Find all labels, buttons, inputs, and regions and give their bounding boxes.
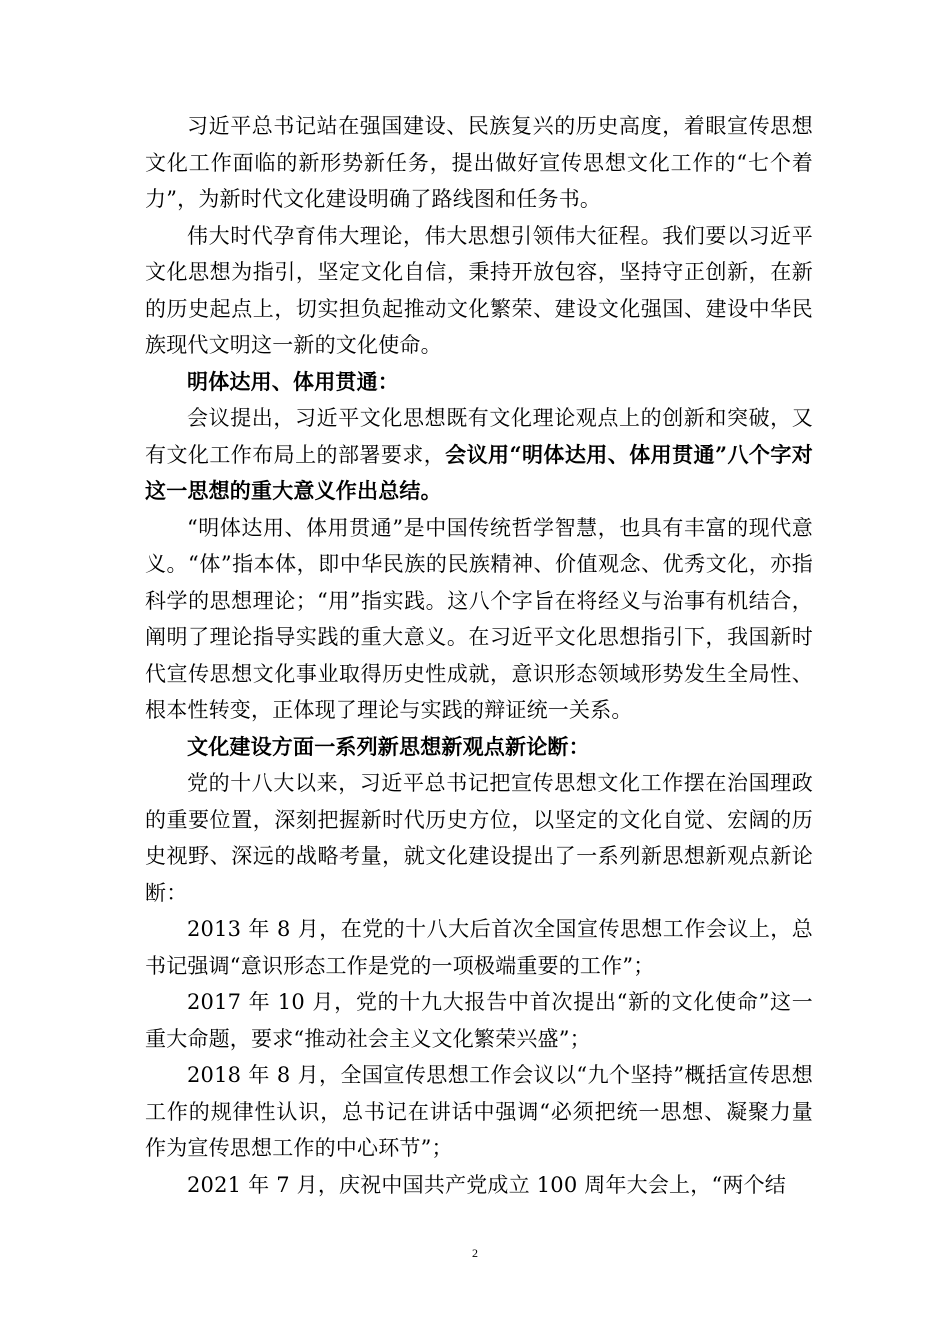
paragraph-3 [145,400,813,510]
paragraph-5: 党的十八大以来，习近平总书记把宣传思想文化工作摆在治国理政的重要位置，深刻把握新时代历史方位，以坚定的文化自觉、宏阔的历史视野、深远的战略考量，就文化建设提出了一系列新思想新观点新论断： [145,771,813,905]
paragraph-4: “明体达用、体用贯通”是中国传统哲学智慧，也具有丰富的现代意义。“体”指本体，即中华民族的民族精神、价值观念、优秀文化，亦指科学的思想理论；“用”指实践。这八个字旨在将经义与治事有机结合，阐明了理论指导实践的重大意义。在习近平文化思想指引下，我国新时代宣传思想文化事业取得历史性成就，意识形态领域形势发生全局性、根本性转变，正体现了理论与实践的辩证统一关系。 [145,515,813,722]
document-body [145,108,813,1203]
page-number: 2 [472,1246,478,1260]
paragraph-2: 伟大时代孕育伟大理论，伟大思想引领伟大征程。我们要以习近平文化思想为指引，坚定文化自信，秉持开放包容，坚持守正创新，在新的历史起点上，切实担负起推动文化繁荣、建设文化强国、建设中华民族现代文明这一新的文化使命。 [145,223,813,357]
paragraph-8: 2018 年 8 月，全国宣传思想工作会议以“九个坚持”概括宣传思想工作的规律性认识，总书记在讲话中强调“必须把统一思想、凝聚力量作为宣传思想工作的中心环节”； [145,1063,813,1160]
paragraph-3-normal-text: 会议提出，习近平文化思想既有文化理论观点上的创新和突破，又有文化工作布局上的部署要求， [145,406,813,467]
paragraph-1: 习近平总书记站在强国建设、民族复兴的历史高度，着眼宣传思想文化工作面临的新形势新任务，提出做好宣传思想文化工作的“七个着力”，为新时代文化建设明确了路线图和任务书。 [145,114,813,211]
section-heading-2: 文化建设方面一系列新思想新观点新论断： [187,733,590,759]
paragraph-7: 2017 年 10 月，党的十九大报告中首次提出“新的文化使命”这一重大命题，要求“推动社会主义文化繁荣兴盛”； [145,990,813,1051]
section-heading-1: 明体达用、体用贯通： [187,368,399,394]
paragraph-6: 2013 年 8 月，在党的十八大后首次全国宣传思想工作会议上，总书记强调“意识形态工作是党的一项极端重要的工作”； [145,917,813,978]
paragraph-3-bold-text: 会议用“明体达用、体用贯通”八个字对这一思想的重大意义作出总结。 [145,441,813,503]
paragraph-9: 2021 年 7 月，庆祝中国共产党成立 100 周年大会上，“两个结 [187,1172,786,1197]
